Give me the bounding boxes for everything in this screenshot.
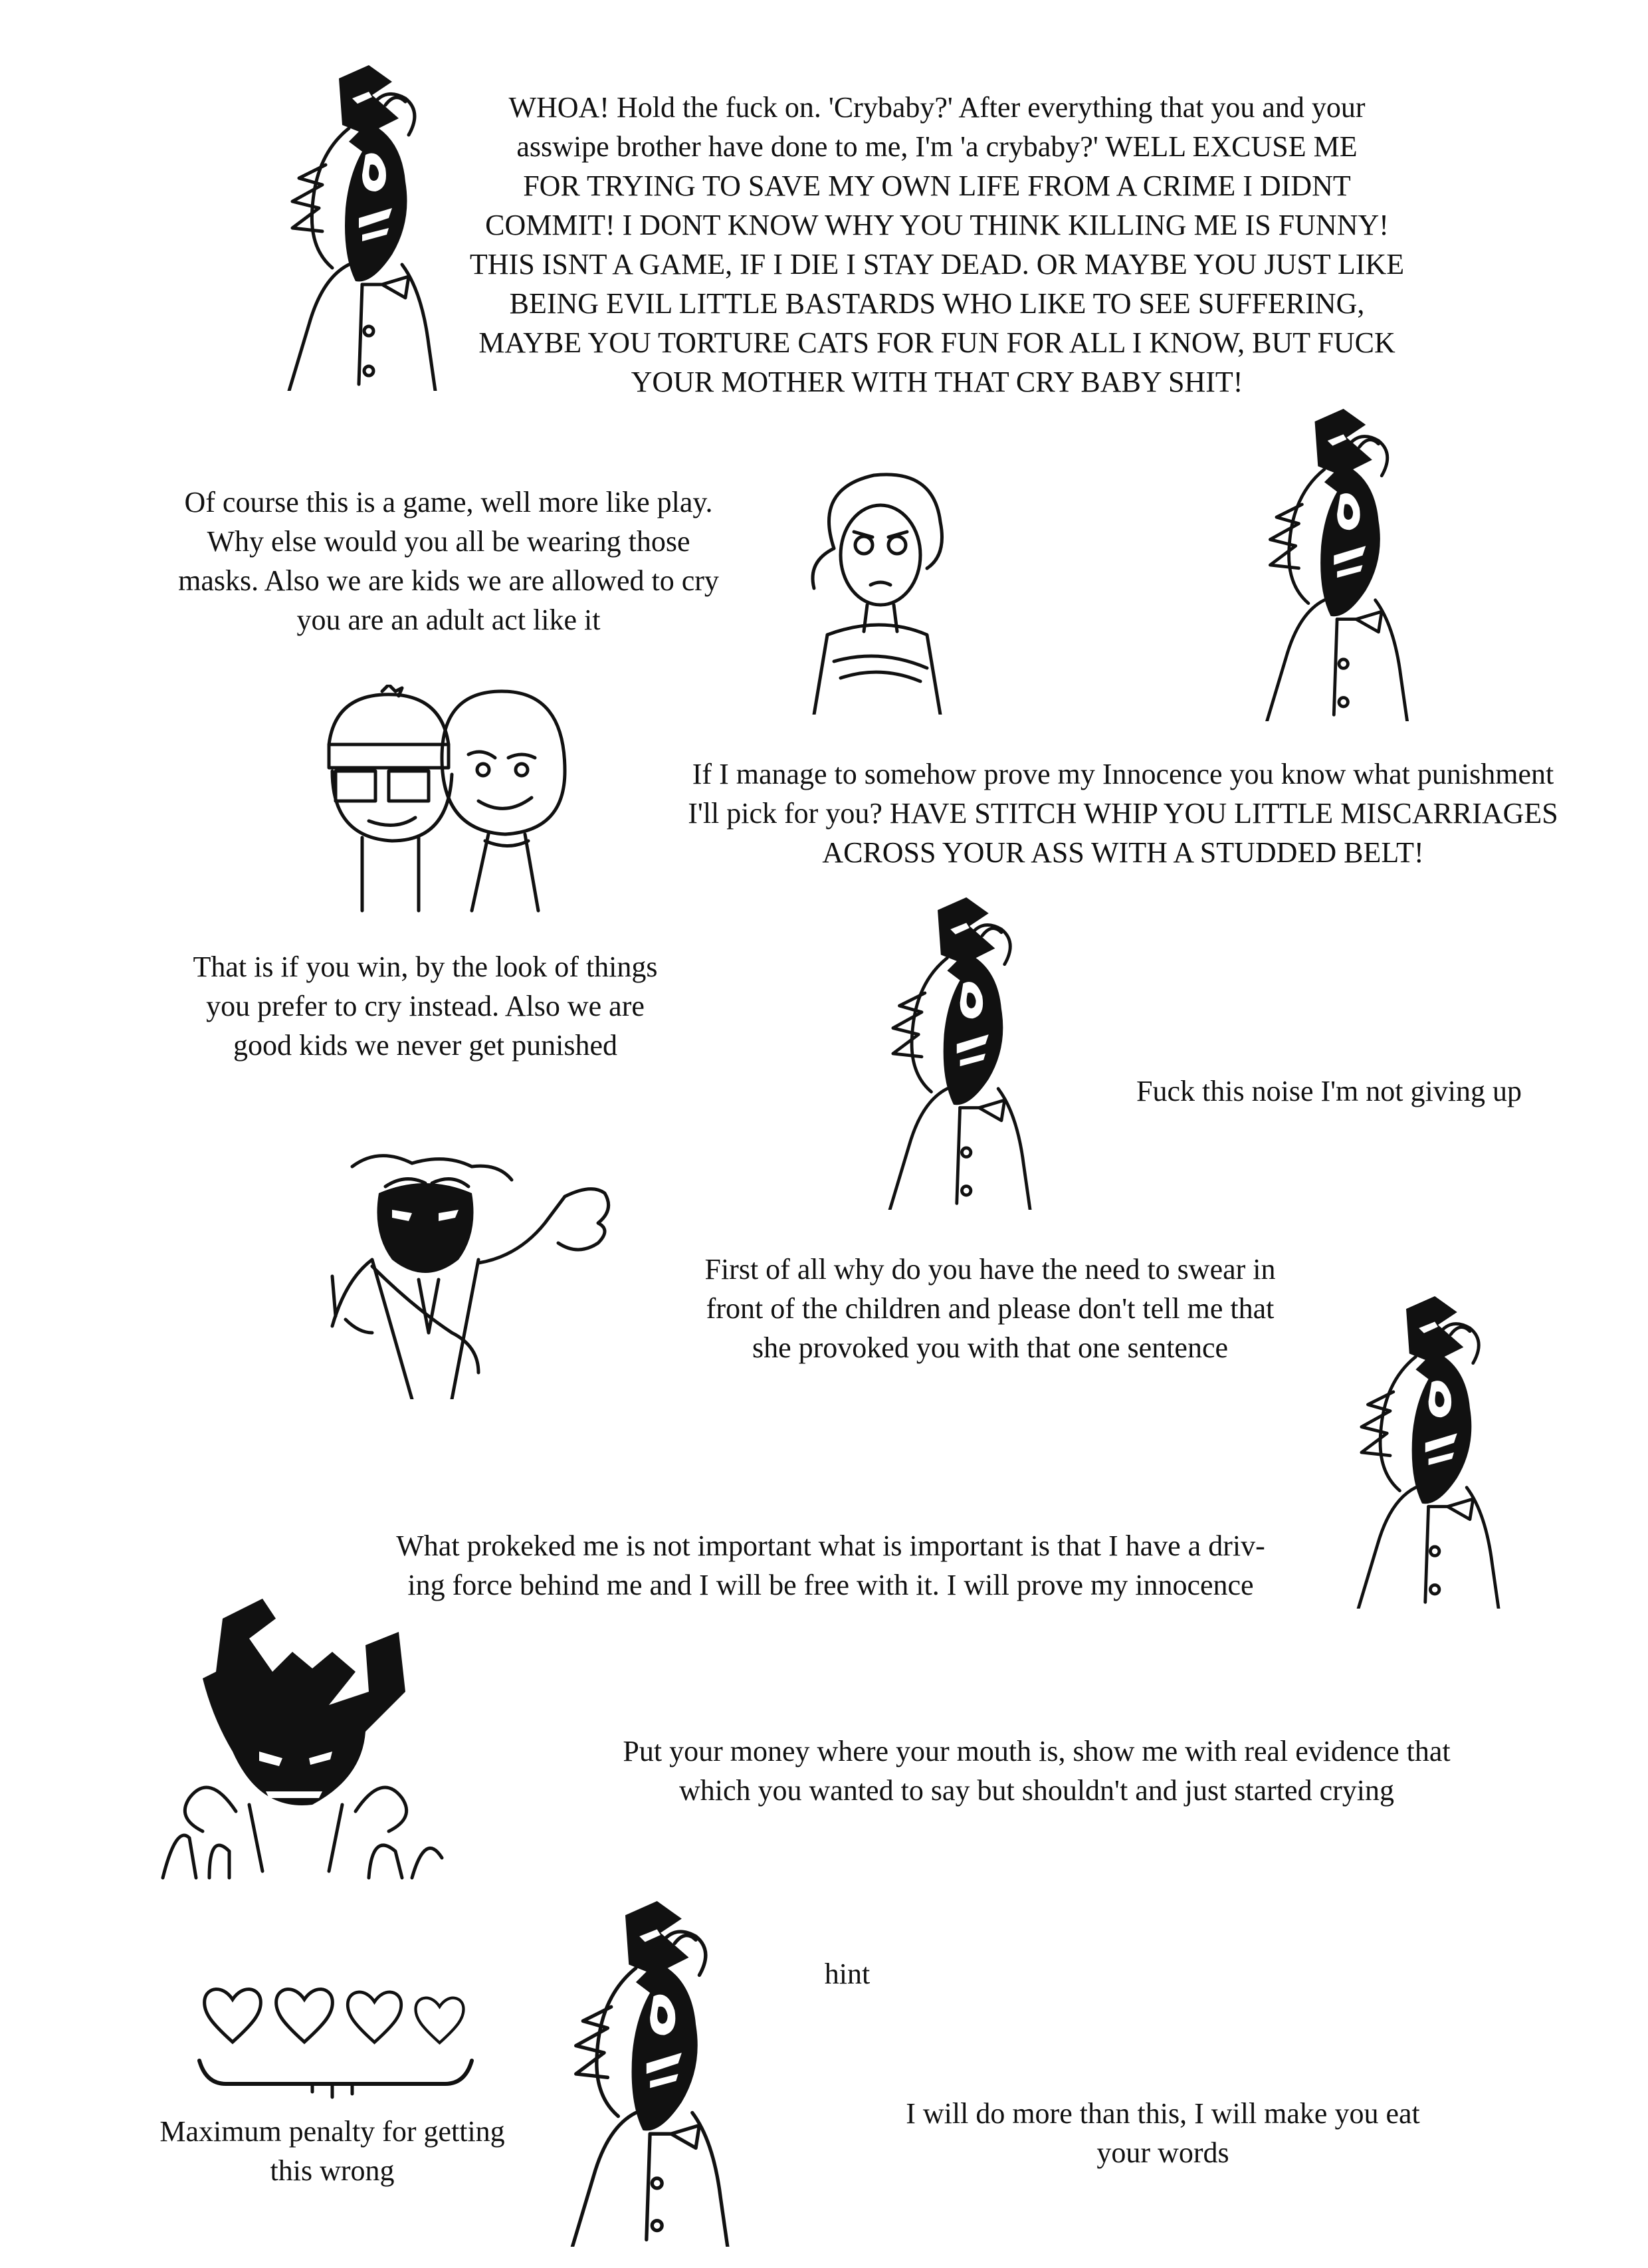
dialogue-text-if-you-win: That is if you win, by the look of things you prefer to cry instead. Also we are good kids we never get punished bbox=[193, 951, 658, 1062]
dialogue-text-not-giving-up: Fuck this noise I'm not giving up bbox=[1136, 1075, 1522, 1107]
masked-character-figure bbox=[1243, 409, 1419, 721]
penalty-caption: Maximum penalty for getting this wrong bbox=[159, 2115, 505, 2187]
heart-icon bbox=[348, 1992, 401, 2042]
two-kids-figure bbox=[309, 685, 571, 914]
girl-arms-crossed-figure bbox=[787, 469, 964, 715]
masked-character-figure bbox=[269, 65, 442, 391]
dialogue-text-game-play: Of course this is a game, well more like play. Why else would you all be wearing those masks. Also we are kids we are allowed to cry you are an adult act like it bbox=[178, 486, 719, 636]
horned-demon-figure bbox=[150, 1592, 445, 1884]
masked-character-figure bbox=[548, 1901, 738, 2247]
dialogue-text-driving-force: What prokeked me is not important what is important is that I have a driv- ing force behind me and I will be free with it. I will prove my innocence bbox=[396, 1530, 1265, 1601]
dialogue-text-punishment: If I manage to somehow prove my Innocence you know what punishment I'll pick for you? HAVE STITCH WHIP YOU LITTLE MISCARRIAGES ACROSS YOUR ASS WITH A STUDDED BELT! bbox=[688, 758, 1558, 869]
dialogue-text-swearing: First of all why do you have the need to swear in front of the children and please don't tell me that she provoked you with that one sentence bbox=[704, 1253, 1276, 1364]
heart-icon bbox=[276, 1989, 333, 2042]
dialogue-text-eat-your-words: I will do more than this, I will make you eat your words bbox=[906, 2097, 1420, 2169]
masked-character-figure bbox=[864, 897, 1043, 1210]
heart-icon bbox=[205, 1989, 261, 2042]
penalty-hearts-diagram bbox=[179, 1944, 498, 2117]
bearded-man-gesturing-figure bbox=[326, 1147, 631, 1399]
dialogue-text-evidence: Put your money where your mouth is, show me with real evidence that which you wanted to say but shouldn't and just started crying bbox=[623, 1735, 1451, 1807]
heart-icon bbox=[415, 1998, 463, 2043]
dialogue-text-crybaby-rant: WHOA! Hold the fuck on. 'Crybaby?' After everything that you and your asswipe brother have done to me, I'm 'a crybaby?' WELL EXCUSE ME FOR TRYING TO SAVE MY OWN LIFE FROM A CRIME I DIDNT COMMIT! I DONT KNOW WHY YOU THINK KILLING ME IS FUNNY! THIS ISNT A GAME, IF I DIE I STAY DEAD. OR MAYBE YOU JUST LIKE BEING EVIL LITTLE BASTARDS WHO LIKE TO SEE SUFFERING, MAYBE YOU TORTURE CATS FOR FUN FOR ALL I KNOW, BUT FUCK YOUR MOTHER WITH THAT CRY BABY SHIT! bbox=[469, 91, 1405, 398]
hint-label: hint bbox=[824, 1958, 871, 1990]
